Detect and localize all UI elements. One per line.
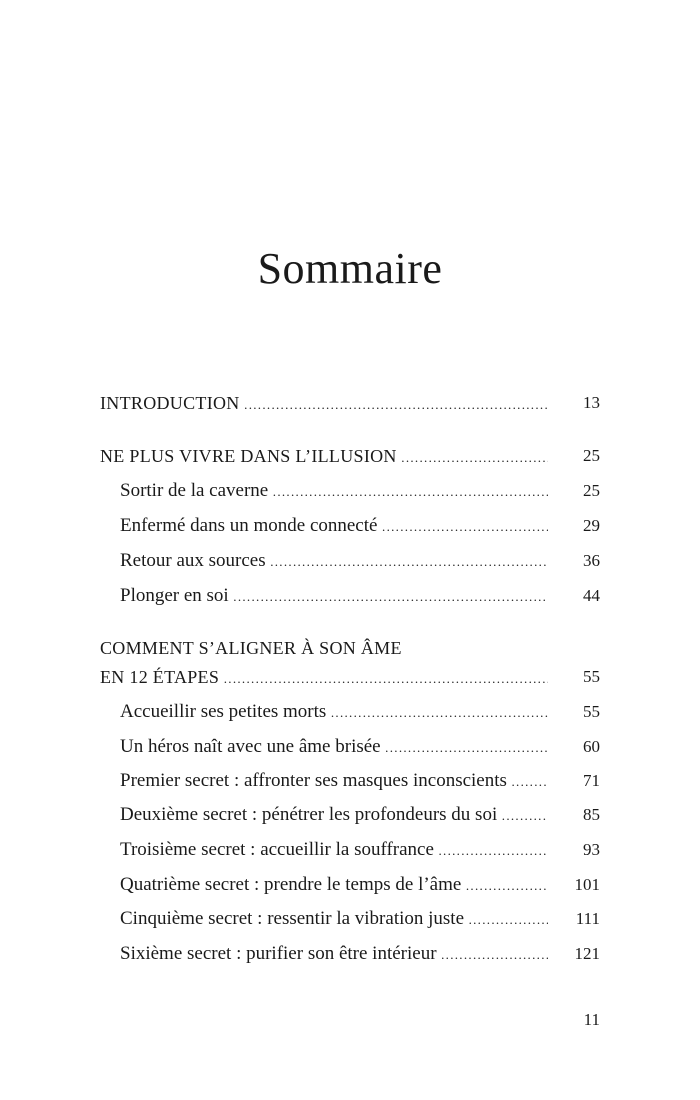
toc-entry-label: INTRODUCTION ..... xyxy=(100,389,548,419)
toc-entry-label: Quatrième secret : prendre le temps de l’âme ..... xyxy=(120,871,548,900)
toc-entry-chapter[interactable] xyxy=(120,871,600,899)
toc-entry-page: 25 xyxy=(583,446,600,465)
toc-entry-page: 101 xyxy=(574,875,600,894)
toc-entry-chapter[interactable] xyxy=(120,940,600,968)
toc-entry-page: 55 xyxy=(583,702,600,721)
toc-entry-chapter[interactable] xyxy=(120,547,600,575)
page-title: Sommaire xyxy=(257,244,443,293)
toc-entry-label: Accueillir ses petites morts ..... xyxy=(120,698,548,727)
toc-entry-label: Premier secret : affronter ses masques inconscients ..... xyxy=(120,767,548,796)
toc-entry-part-2[interactable] xyxy=(100,663,600,691)
toc-entry-chapter[interactable] xyxy=(120,905,600,933)
toc-entry-label: Un héros naît avec une âme brisée ..... xyxy=(120,733,548,762)
toc-entry-label: EN 12 ÉTAPES ..... xyxy=(100,663,548,693)
toc-part-2-title-line1: COMMENT S’ALIGNER À SON ÂME xyxy=(100,638,402,658)
toc-entry-page: 44 xyxy=(583,586,600,605)
toc-entry-page: 13 xyxy=(583,393,600,412)
page-number: 11 xyxy=(583,1010,600,1029)
toc-entry-chapter[interactable] xyxy=(120,767,600,795)
toc-entry-chapter[interactable] xyxy=(120,477,600,505)
toc-entry-chapter[interactable] xyxy=(120,733,600,761)
toc-entry-chapter[interactable] xyxy=(120,801,600,829)
toc-entry-page: 55 xyxy=(583,667,600,686)
toc-entry-label: NE PLUS VIVRE DANS L’ILLUSION ..... xyxy=(100,442,548,472)
toc-entry-page: 36 xyxy=(583,551,600,570)
toc-entry-label: Deuxième secret : pénétrer les profondeurs du soi ..... xyxy=(120,801,548,830)
toc-entry-page: 85 xyxy=(583,805,600,824)
toc-entry-label: Enfermé dans un monde connecté ..... xyxy=(120,512,548,541)
toc-entry-page: 60 xyxy=(583,737,600,756)
toc-entry-page: 71 xyxy=(583,771,600,790)
toc-entry-page: 93 xyxy=(583,840,600,859)
toc-entry-label: Sortir de la caverne ..... xyxy=(120,477,548,506)
toc-entry-chapter[interactable] xyxy=(120,582,600,610)
toc-entry-introduction[interactable] xyxy=(100,389,600,417)
toc-entry-chapter[interactable] xyxy=(120,698,600,726)
toc-entry-page: 121 xyxy=(574,944,600,963)
toc-entry-label: Retour aux sources ..... xyxy=(120,547,548,576)
toc-entry-chapter[interactable] xyxy=(120,836,600,864)
toc-entry-label: Cinquième secret : ressentir la vibration juste ..... xyxy=(120,905,548,934)
toc-entry-label: Sixième secret : purifier son être intérieur ..... xyxy=(120,940,548,969)
toc-entry-part-1[interactable] xyxy=(100,442,600,470)
toc-entry-chapter[interactable] xyxy=(120,512,600,540)
toc-entry-label: Troisième secret : accueillir la souffrance ..... xyxy=(120,836,548,865)
toc-entry-page: 25 xyxy=(583,481,600,500)
toc-entry-page: 29 xyxy=(583,516,600,535)
toc-entry-page: 111 xyxy=(575,909,600,928)
toc-entry-label: Plonger en soi ..... xyxy=(120,582,548,611)
